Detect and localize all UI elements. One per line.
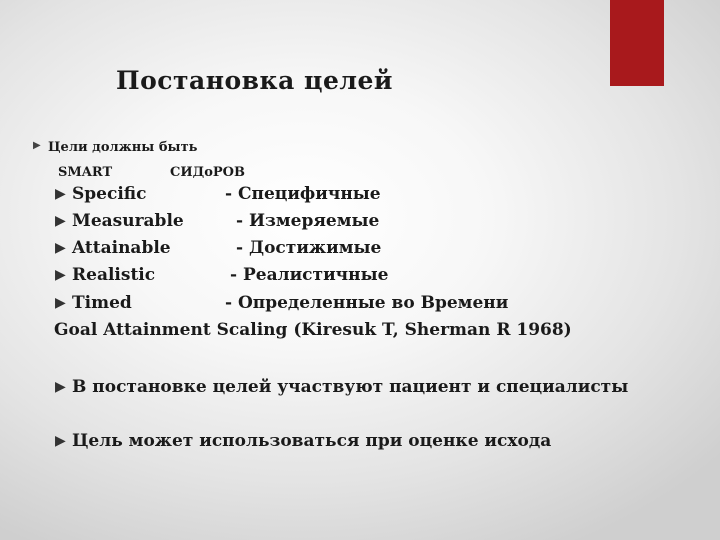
red-accent-bar	[610, 0, 664, 86]
bullet-participants: В постановке целей участвуют пациент и специалисты	[72, 377, 629, 397]
triangle-right-icon: ▶	[55, 295, 66, 311]
smart-item-en: Timed	[72, 293, 132, 313]
smart-item-en: Realistic	[72, 265, 156, 285]
smart-item-ru: - Определенные во Времени	[225, 293, 509, 313]
triangle-right-icon: ▶	[55, 433, 66, 449]
smart-item-ru: - Измеряемые	[236, 211, 380, 231]
bullet-outcome: Цель может использоваться при оценке исхода	[72, 431, 552, 451]
smart-item-ru: - Достижимые	[236, 238, 382, 258]
smart-header: SMART	[58, 165, 113, 180]
smart-item-ru: - Специфичные	[225, 184, 381, 204]
smart-item-ru: - Реалистичные	[230, 265, 389, 285]
sidorov-header: СИДоРОВ	[170, 165, 245, 180]
triangle-right-icon: ▶	[55, 267, 66, 283]
gas-reference: Goal Attainment Scaling (Kiresuk T, Sherman R 1968)	[54, 320, 572, 340]
slide-title: Постановка целей	[116, 66, 393, 95]
smart-item-en: Attainable	[72, 238, 171, 258]
triangle-right-icon: ▶	[55, 186, 66, 202]
triangle-right-icon: ▶	[55, 240, 66, 256]
intro-text: Цели должны быть	[48, 140, 198, 155]
smart-item-en: Specific	[72, 184, 147, 204]
smart-item-en: Measurable	[72, 211, 184, 231]
triangle-right-icon: ▶	[55, 213, 66, 229]
triangle-right-icon: ▶	[33, 140, 41, 151]
triangle-right-icon: ▶	[55, 379, 66, 395]
